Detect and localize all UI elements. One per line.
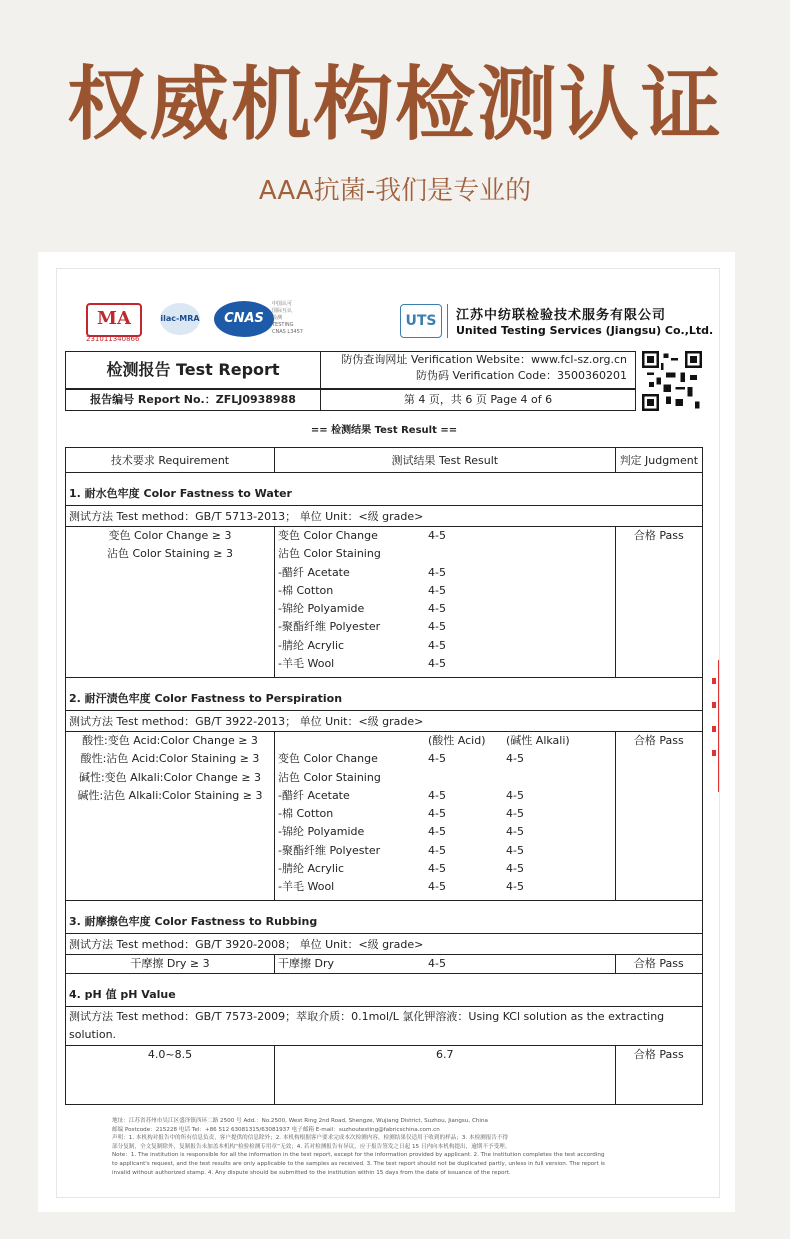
judgment-cell: 合格 Pass (615, 955, 702, 974)
ma-number: 231011340866 (86, 335, 140, 343)
ilac-logo: ilac-MRA (160, 303, 200, 335)
result-cell: 干摩擦 Dry 4-5 (275, 955, 616, 974)
requirement-cell: 4.0~8.5 (66, 1046, 275, 1105)
verification-box (320, 351, 636, 389)
judgment-cell: 合格 Pass (615, 732, 702, 901)
company-name-en: United Testing Services (Jiangsu) Co.,Ltd. (456, 324, 714, 337)
divider (447, 304, 448, 338)
verification-code: 防伪码 Verification Code：3500360201 (416, 369, 627, 382)
report-title: 检测报告 Test Report (65, 351, 321, 389)
requirement-cell: 酸性:变色 Acid:Color Change ≥ 3 酸性:沾色 Acid:Color Staining ≥ 3 碱性:变色 Alkali:Color Change ≥ 3 碱性:沾色 Alkali:Color Staining ≥ 3 (66, 732, 275, 901)
section-title-row: 2. 耐汗渍色牢度 Color Fastness to Perspiration (66, 678, 703, 711)
result-cell: 变色 Color Change 4-5 沾色 Color Staining -醋纤 Acetate 4-5 -棉 Cotton 4-5 -锦纶 Polyamide 4-5 -聚酯纤维 Polyester 4-5 -腈纶 Acrylic 4-5 -羊毛 Wool 4-5 (275, 527, 616, 678)
result-title: == 检测结果 Test Result == (310, 425, 458, 436)
method-row: 测试方法 Test method：GB/T 7573-2009；萃取介质：0.1mol/L 氯化钾溶液：Using KCl solution as the extracting solution. (66, 1007, 703, 1046)
header-requirement: 技术要求 Requirement (66, 448, 275, 473)
judgment-cell: 合格 Pass (615, 527, 702, 678)
header-judgment: 判定 Judgment (615, 448, 702, 473)
stamp-edge (708, 660, 719, 792)
report-number: 报告编号 Report No.：ZFLJ0938988 (65, 389, 321, 411)
cnas-caption: 中国认可 国际互认 检测 TESTING CNAS L3457 (272, 301, 303, 335)
section-title-row: 1. 耐水色牢度 Color Fastness to Water (66, 473, 703, 506)
header-result: 测试结果 Test Result (275, 448, 616, 473)
accreditation-logos (86, 299, 336, 343)
section-title-row: 4. pH 值 pH Value (66, 974, 703, 1007)
table-row (66, 527, 703, 678)
judgment-cell: 合格 Pass (615, 1046, 702, 1105)
report-footer: 地址：江苏省苏州市吴江区盛泽镇西环二路 2500 号 Add.：No.2500, West Ring 2nd Road, Shengze, Wujiang District, Suzhou, Jiangsu, China 邮编 Postcode：215228 电话 Tel：+86 512 63081315/63081937 电子邮箱 E-mail：suzhoutesting@fabricschina.com.cn 声明：1. 本机构对报告中的所有信息负责，客户提供的信息除外；2. 本机构根据客户要求完成本次检测内容，检测结果仅适用于收到的样品；3. 本检测报告不得 部分复制，全文复制除外，复制报告未加盖本机构“检验检测专用章”无效；4. 若对检测报告有异议，应于报告签发之日起 15 日内向本机构提出，逾期不予受理。 Note：1. The institution is responsible for all the information in the test report, except for the information provided by applicant. 2. The institution completes the test according to applicant's request, and the test results are only applicable to the samples as received. 3. The test report should not be duplicated partly, unless in full version. The report is invalid without authorized stamp. 4. Any dispute should be submitted to the institution within 15 days from the date of issuance of the report. (112, 1118, 605, 1176)
verification-website: 防伪查询网址 Verification Website：www.fcl-sz.org.cn (341, 353, 627, 366)
requirement-cell: 干摩擦 Dry ≥ 3 (66, 955, 275, 974)
qr-code (642, 351, 702, 411)
ma-logo: MA (86, 303, 142, 337)
section-title-row: 3. 耐摩擦色牢度 Color Fastness to Rubbing (66, 901, 703, 934)
table-row (66, 732, 703, 901)
method-row: 测试方法 Test method：GB/T 3922-2013； 单位 Unit：<级 grade> (66, 711, 703, 732)
page-indicator: 第 4 页，共 6 页 Page 4 of 6 (320, 389, 636, 411)
result-table (65, 447, 703, 1105)
table-row (66, 1046, 703, 1105)
requirement-cell: 变色 Color Change ≥ 3 沾色 Color Staining ≥ 3 (66, 527, 275, 678)
uts-logo: UTS (400, 304, 442, 338)
result-cell: 6.7 (275, 1046, 616, 1105)
result-cell: (酸性 Acid) (碱性 Alkali) 变色 Color Change 4-5 4-5 沾色 Color Staining -醋纤 Acetate 4-5 4-5 -棉 Cotton 4-5 4-5 -锦纶 Polyamide 4-5 4-5 -聚酯纤维 Polyester 4-5 4-5 -腈纶 Acrylic 4-5 4-5 -羊毛 Wool 4-5 4-5 (275, 732, 616, 901)
hero-title: 权威机构检测认证 (67, 58, 723, 151)
table-header-row (66, 448, 703, 473)
table-row (66, 955, 703, 974)
cnas-logo: CNAS (214, 301, 274, 337)
method-row: 测试方法 Test method：GB/T 3920-2008； 单位 Unit：<级 grade> (66, 934, 703, 955)
method-row: 测试方法 Test method：GB/T 5713-2013； 单位 Unit：<级 grade> (66, 506, 703, 527)
hero-subtitle: AAA抗菌-我们是专业的 (258, 176, 532, 206)
company-name-cn: 江苏中纺联检验技术服务有限公司 (456, 308, 667, 323)
